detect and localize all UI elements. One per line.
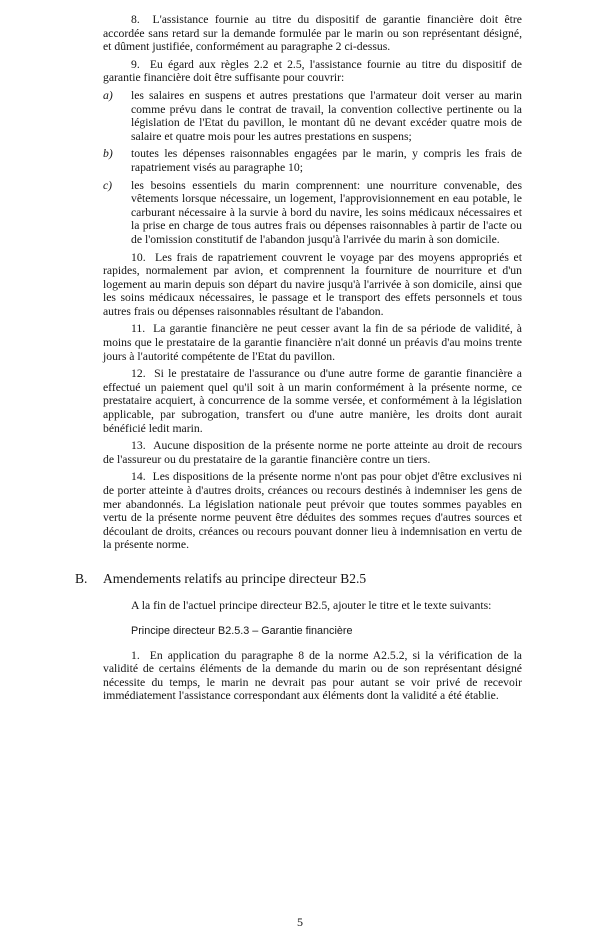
list-item-c <box>103 179 522 247</box>
guideline-paragraph-1: 1. En application du paragraphe 8 de la norme A2.5.2, si la vérification de la validité de certains éléments de la demande du marin ou de son représentant désigné nécessite du temps, le marin ne devrait pas pour autant se voir privé de recevoir immédiatement l'assistance correspondant aux éléments dont la validité a été établie. <box>103 648 522 703</box>
paragraph-10: 10. Les frais de rapatriement couvrent le voyage par des moyens appropriés et rapides, normalement par avion, et comprennent la fourniture de nourriture et d'un logement au marin depuis son départ du navire jusqu'à l'arrivée à son domicile, ainsi que les soins médicaux nécessaires, le passage et le transport des effets personnels et tous autres frais ou dépenses raisonnables résultant de l'abandon. <box>103 250 522 318</box>
list-item-b <box>103 147 522 174</box>
paragraph-12: 12. Si le prestataire de l'assurance ou d'une autre forme de garantie financière a effectué un paiement quel qu'il soit à un marin conformément à la présente norme, ce prestataire acquiert, à concurrence de la somme versée, et conformément à la législation applicable, par subrogation, transfert ou d'une autre manière, les droits dont aurait bénéficié ledit marin. <box>103 367 522 435</box>
list-marker-c: c) <box>103 178 113 192</box>
list-item-c-text: les besoins essentiels du marin comprennent: une nourriture convenable, des vêtements lorsque nécessaire, un logement, l'approvisionnement en eau potable, le carburant nécessaire à la survie à bord du navire, les soins médicaux nécessaires et la prise en charge de tous autres frais ou dépenses raisonnables à partir de l'acte ou de l'omission constitutif de l'abandon jusqu'à l'arrivée du marin à son domicile. <box>131 178 522 246</box>
paragraph-13: 13. Aucune disposition de la présente norme ne porte atteinte au droit de recours de l'assureur ou du prestataire de la garantie financière contre un tiers. <box>103 439 522 466</box>
section-b <box>75 570 522 703</box>
list-marker-a: a) <box>103 88 113 102</box>
section-b-label: B. <box>75 570 88 586</box>
guideline-heading: Principe directeur B2.5.3 – Garantie financière <box>131 624 353 637</box>
paragraph-9: 9. Eu égard aux règles 2.2 et 2.5, l'assistance fournie au titre du dispositif de garantie financière doit être suffisante pour couvrir: <box>103 57 522 85</box>
section-b-heading <box>75 570 522 587</box>
paragraph-14: 14. Les dispositions de la présente norme n'ont pas pour objet d'être exclusives ni de porter atteinte à d'autres droits, créances ou recours destinés à indemniser les gens de mer abandonnés. La législation nationale peut prévoir que toutes sommes payables en vertu de la présente norme peuvent être déduites des sommes reçues d'autres sources et découlant de droits, créances ou recours pouvant donner lieu à indemnisation en vertu de la présente norme. <box>103 470 522 552</box>
section-b-intro: A la fin de l'actuel principe directeur B2.5, ajouter le titre et le texte suivants: <box>131 598 492 612</box>
page-number: 5 <box>297 915 303 929</box>
list-item-a-text: les salaires en suspens et autres prestations que l'armateur doit verser au marin comme prévu dans le contrat de travail, la convention collective pertinente ou la législation de l'Etat du pavillon, le montant dû ne devant excéder quatre mois de salaire et quatre mois pour les autres prestations en suspens; <box>131 88 522 143</box>
list-item-b-text: toutes les dépenses raisonnables engagées par le marin, y compris les frais de rapatriement visés au paragraphe 10; <box>131 147 522 174</box>
text-block <box>75 13 522 703</box>
paragraph-11: 11. La garantie financière ne peut cesser avant la fin de sa période de validité, à moins que le prestataire de la garantie financière n'ait donné un préavis d'au moins trente jours à l'autorité compétente de l'Etat du pavillon. <box>103 322 522 363</box>
list-item-a <box>103 89 522 143</box>
paragraph-8: 8. L'assistance fournie au titre du dispositif de garantie financière doit être accordée sans retard sur la demande formulée par le marin ou son représentant désigné, et dûment justifiée, conformément au paragraphe 2 ci-dessus. <box>103 13 522 54</box>
section-b-title: Amendements relatifs au principe directeur B2.5 <box>103 570 367 586</box>
list-marker-b: b) <box>103 147 113 161</box>
